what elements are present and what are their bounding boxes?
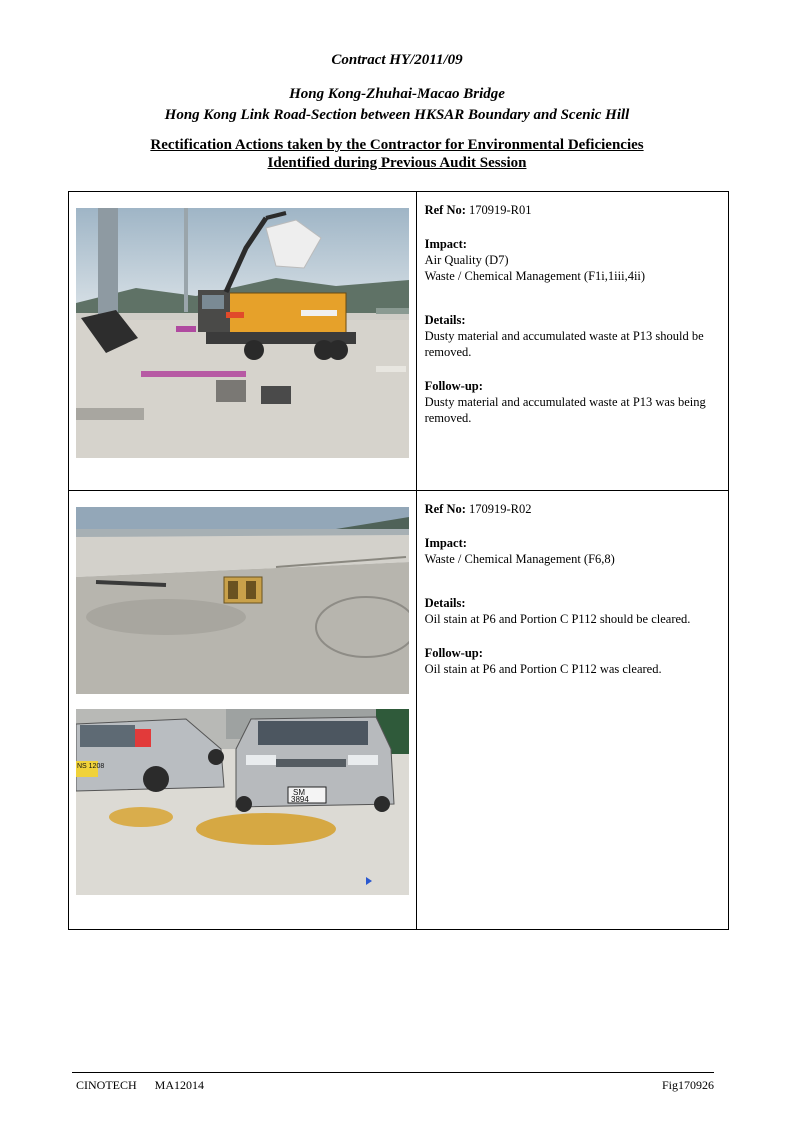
followup-label: Follow-up: [424, 646, 483, 660]
impact-label: Impact: [424, 237, 467, 251]
details-block [425, 595, 722, 627]
project-name-line2: Hong Kong Link Road-Section between HKSAR Boundary and Scenic Hill [164, 107, 630, 123]
followup-text: Oil stain at P6 and Portion C P112 was cleared. [424, 662, 662, 676]
details-block [425, 312, 722, 360]
followup-block [425, 645, 722, 677]
document-title-line2: Identified during Previous Audit Session [267, 155, 527, 171]
footer-code: MA12014 [154, 1078, 205, 1092]
details-text: Dusty material and accumulated waste at P13 should be removed. [424, 329, 704, 359]
rectification-table [68, 191, 729, 930]
site-photo-carpark [76, 709, 409, 895]
ref-number: 170919-R02 [469, 502, 532, 516]
document-title-line1: Rectification Actions taken by the Contractor for Environmental Deficiencies [150, 137, 644, 153]
table-row [69, 192, 729, 491]
impact-label: Impact: [424, 536, 467, 550]
impact-item: Waste / Chemical Management (F1i,1iii,4ii) [424, 269, 646, 283]
footer-left [76, 1078, 204, 1093]
right-plate-bottom: 3894 [291, 795, 309, 804]
photo-cell [69, 192, 417, 491]
photo-cell [69, 491, 417, 930]
site-photo-deck [76, 507, 409, 694]
details-text: Oil stain at P6 and Portion C P112 should be cleared. [424, 612, 691, 626]
footer-figure-number: Fig170926 [661, 1078, 714, 1092]
footer-company: CINOTECH [76, 1078, 137, 1092]
impact-item: Air Quality (D7) [424, 253, 509, 267]
followup-block [425, 378, 722, 426]
impact-item: Waste / Chemical Management (F6,8) [424, 552, 615, 566]
details-label: Details: [424, 596, 466, 610]
truck-photo-image [76, 208, 409, 458]
ref-number: 170919-R01 [469, 203, 532, 217]
ref-block [425, 202, 722, 218]
impact-block [425, 535, 722, 567]
project-name-line1: Hong Kong-Zhuhai-Macao Bridge [289, 86, 505, 102]
ref-label: Ref No: [424, 502, 466, 516]
followup-text: Dusty material and accumulated waste at P13 was being removed. [424, 395, 706, 425]
carpark-photo-image [76, 709, 409, 895]
record-text-cell [416, 491, 728, 930]
footer-divider [72, 1072, 714, 1073]
contract-number: Contract HY/2011/09 [331, 52, 463, 68]
ref-label: Ref No: [424, 203, 466, 217]
ref-block [425, 501, 722, 517]
site-photo-truck [76, 208, 409, 458]
impact-block [425, 236, 722, 284]
details-label: Details: [424, 313, 466, 327]
right-plate-top: SM [293, 788, 305, 797]
record-text-cell [416, 192, 728, 491]
document-header [0, 52, 794, 172]
right-car [236, 717, 394, 812]
followup-label: Follow-up: [424, 379, 483, 393]
left-plate-text: NS 1208 [77, 763, 105, 770]
deck-photo-image [76, 507, 409, 694]
table-row [69, 491, 729, 930]
